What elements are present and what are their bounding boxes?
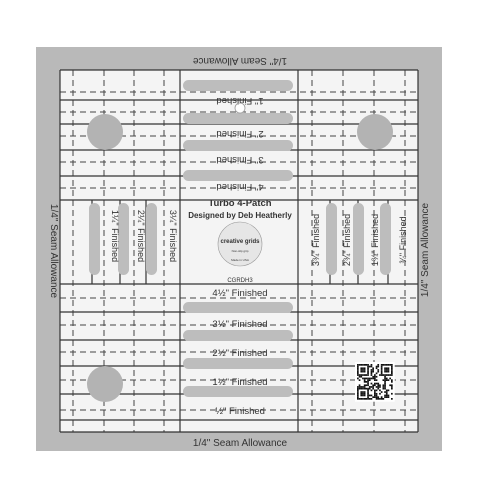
label-2-25in: 2¼" Finished bbox=[136, 209, 146, 263]
label-2in: 2" Finished bbox=[216, 128, 264, 139]
label-3-5in: 3½" Finished bbox=[212, 319, 268, 330]
label-3-25in: 3¼" Finished bbox=[168, 209, 178, 263]
seam-allowance-bottom: 1/4" Seam Allowance bbox=[192, 438, 288, 449]
seam-allowance-left: 1/4" Seam Allowance bbox=[48, 203, 59, 299]
seam-allowance-right: 1/4" Seam Allowance bbox=[420, 202, 431, 298]
label-4in: 4" Finished bbox=[216, 181, 264, 192]
svg-text:Non-slip grip: Non-slip grip bbox=[231, 249, 249, 253]
label-0-5in: ½" Finished bbox=[215, 406, 265, 417]
qr-code bbox=[355, 362, 395, 402]
ruler-title: Turbo 4-Patch bbox=[208, 198, 272, 209]
label-3-75in: 3¾" Finished bbox=[311, 213, 321, 267]
label-1in: 1" Finished bbox=[216, 95, 264, 106]
label-1-25in: 1¼" Finished bbox=[110, 209, 120, 263]
label-3in: 3" Finished bbox=[216, 154, 264, 165]
svg-text:Made in USA: Made in USA bbox=[231, 258, 249, 262]
label-2-75in: 2¾" Finished bbox=[342, 213, 352, 267]
seam-allowance-top: 1/4" Seam Allowance bbox=[192, 55, 288, 66]
right-slots bbox=[326, 203, 391, 275]
product-sku: CGRDH3 bbox=[227, 278, 253, 284]
label-2-5in: 2½" Finished bbox=[212, 348, 268, 359]
label-1-5in: 1½" Finished bbox=[212, 377, 268, 388]
svg-text:creative grids: creative grids bbox=[220, 239, 260, 245]
designer-credit: Designed by Deb Heatherly bbox=[188, 211, 292, 220]
creative-grids-logo bbox=[218, 222, 262, 266]
label-4-5in: 4½" Finished bbox=[212, 288, 268, 299]
label-1-75in: 1¾" Finished bbox=[370, 213, 380, 267]
label-0-75in: ¾" Finished bbox=[398, 216, 408, 264]
